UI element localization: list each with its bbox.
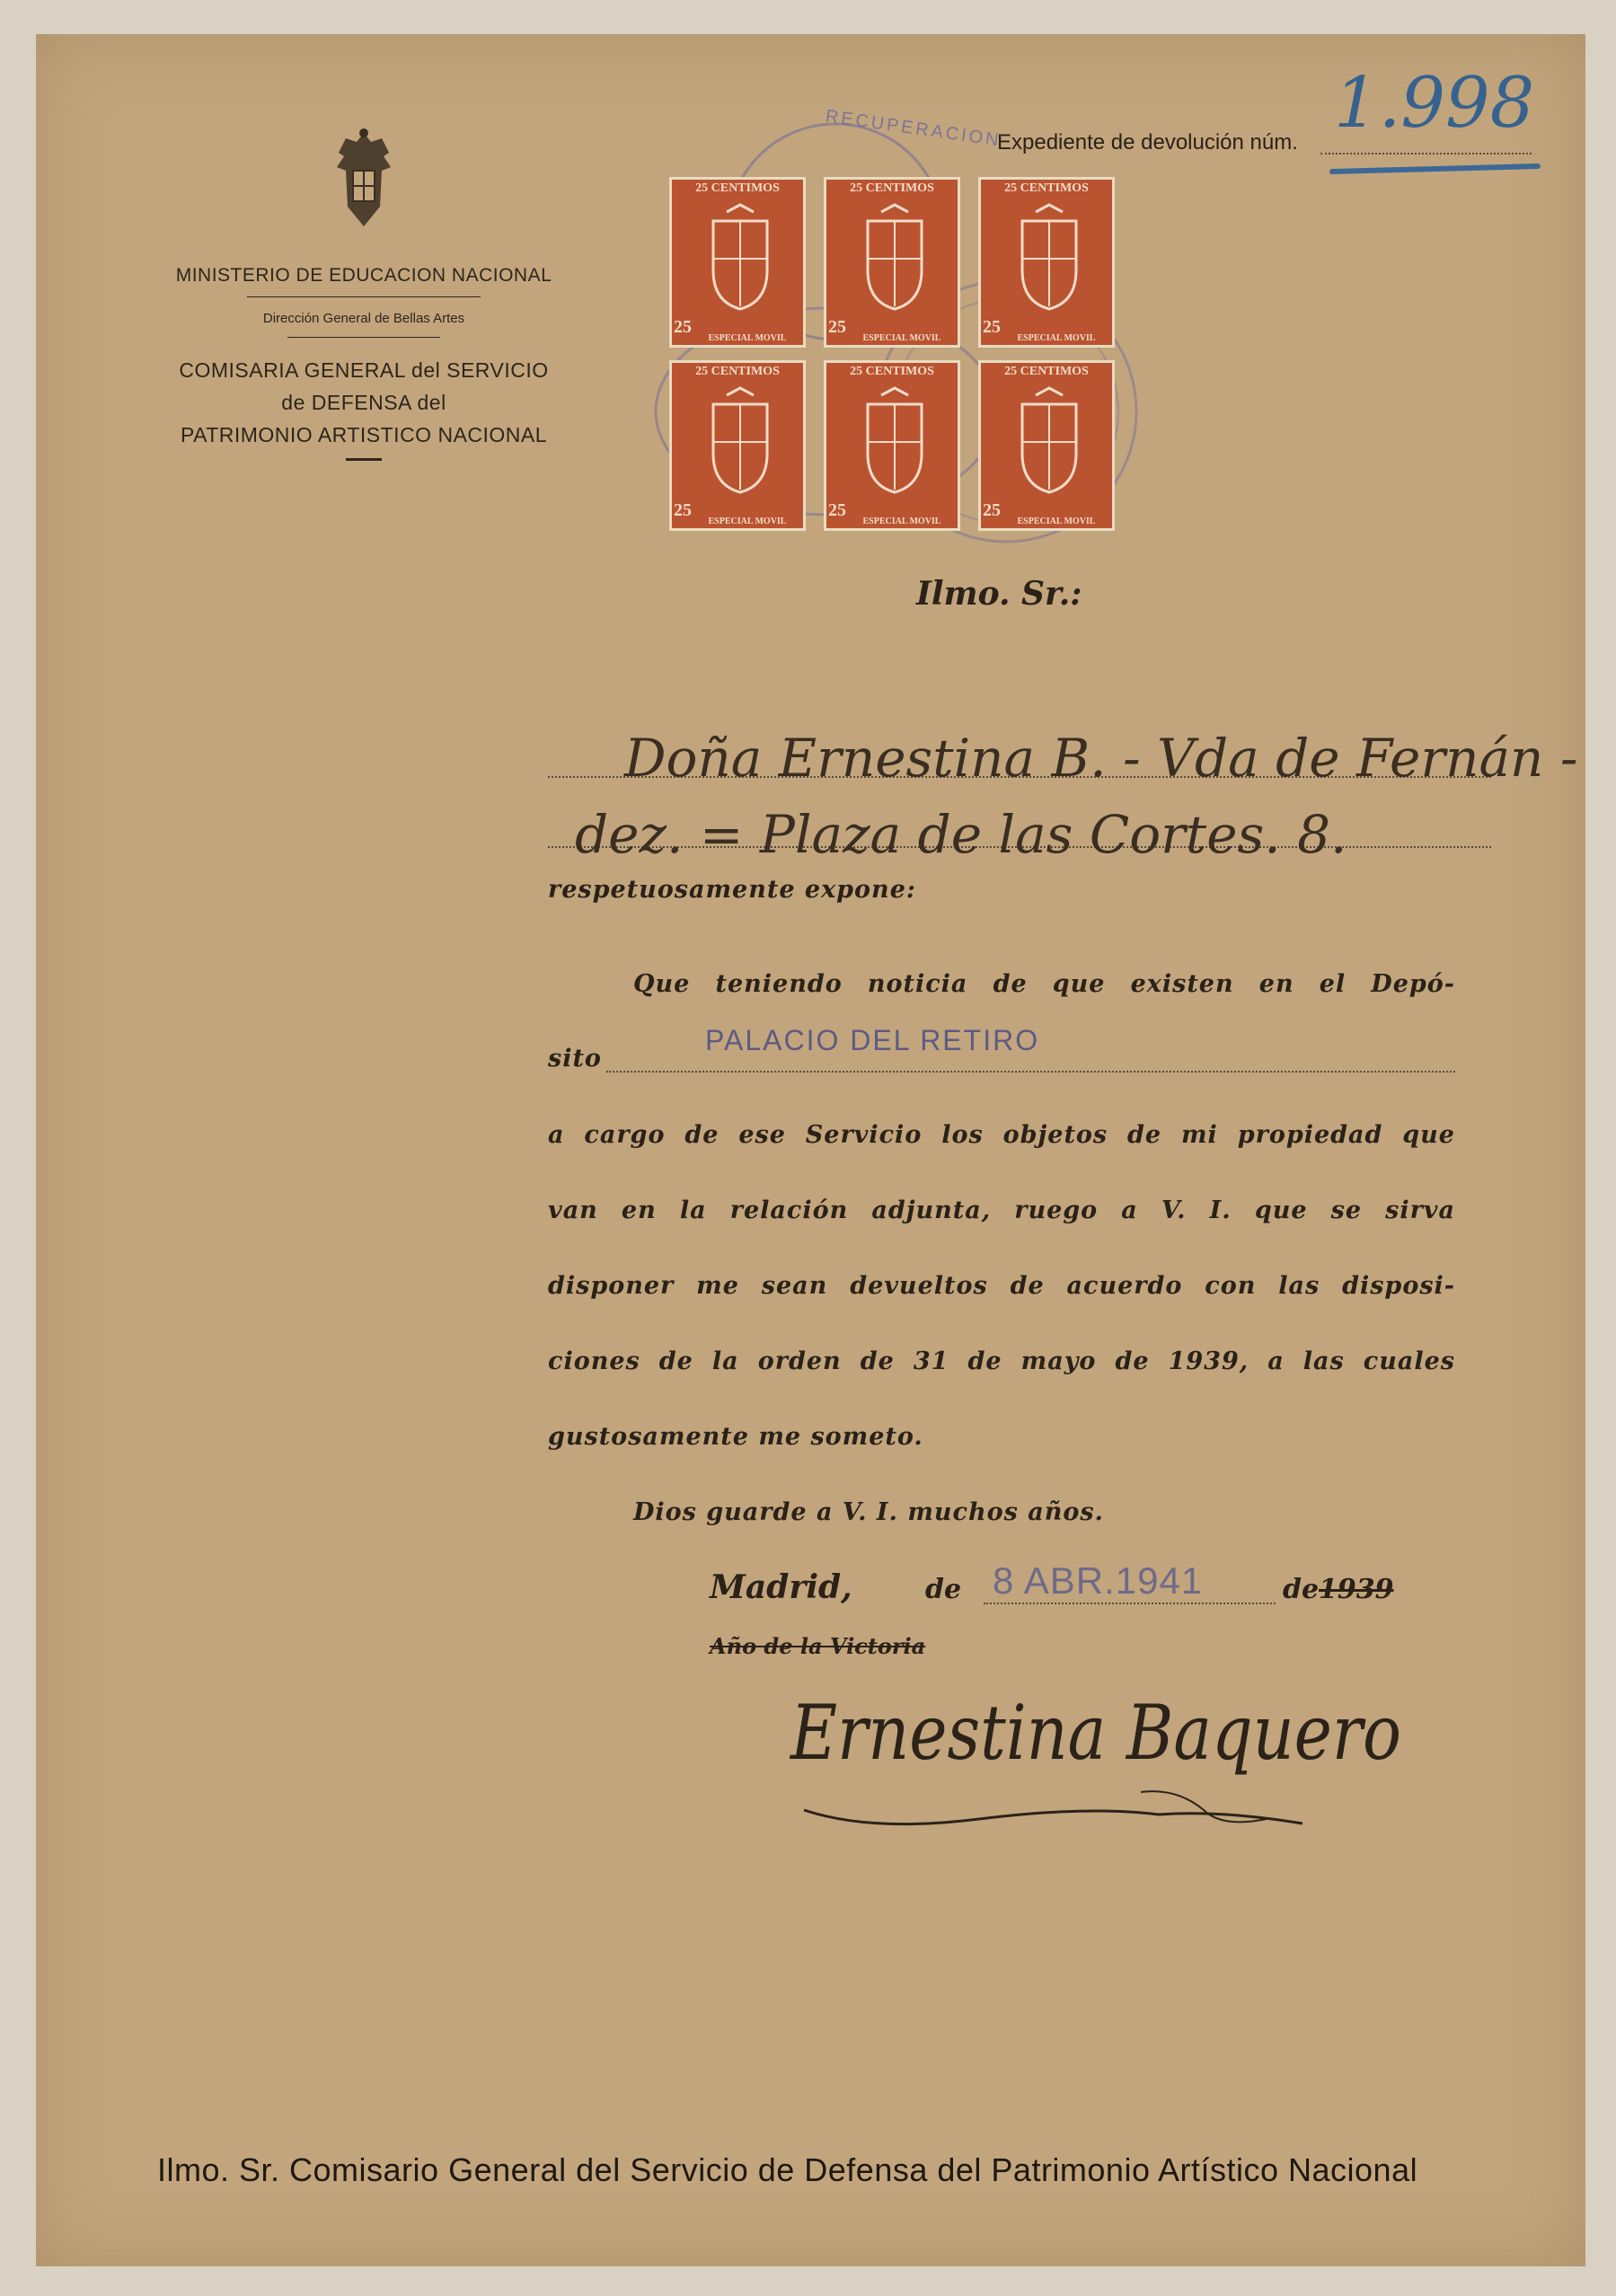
- dotted-line: [984, 1603, 1276, 1604]
- revenue-stamp: [669, 360, 806, 531]
- expediente-dotted-line: [1320, 153, 1532, 155]
- salutation: Ilmo. Sr.:: [916, 575, 1082, 613]
- body-line: sito: [548, 1045, 602, 1073]
- revenue-stamps: [669, 177, 1118, 534]
- signature-flourish: [799, 1783, 1311, 1837]
- stamp-bottom-text: ESPECIAL MOVIL: [862, 517, 941, 526]
- stamp-top-text: 25 CENTIMOS: [1004, 365, 1089, 378]
- ministry-name: MINISTERIO DE EDUCACION NACIONAL: [175, 265, 552, 286]
- divider: [287, 337, 440, 338]
- dateline-de: de: [925, 1574, 962, 1605]
- revenue-stamp: [978, 177, 1115, 348]
- stamp-value: 25: [674, 317, 692, 337]
- stamp-value: 25: [828, 317, 846, 337]
- signature: Ernestina Baquero: [790, 1689, 1402, 1777]
- stamp-top-text: 25 CENTIMOS: [1004, 181, 1089, 195]
- stamp-top-text: 25 CENTIMOS: [695, 365, 780, 378]
- expediente-label: Expediente de devolución núm.: [997, 130, 1298, 155]
- stamp-shield-icon: [695, 386, 785, 503]
- stamp-bottom-text: ESPECIAL MOVIL: [1017, 517, 1096, 526]
- stamp-bottom-text: ESPECIAL MOVIL: [708, 517, 787, 526]
- comisaria-line: PATRIMONIO ARTISTICO NACIONAL: [180, 423, 548, 446]
- body-line: van en la relación adjunta, ruego a V. I. que se sirva: [548, 1197, 1455, 1224]
- seal-text: RECUPERACION: [824, 106, 1002, 151]
- deposit-stamp: PALACIO DEL RETIRO: [705, 1024, 1040, 1056]
- stamp-bottom-text: ESPECIAL MOVIL: [708, 333, 787, 343]
- body-line: gustosamente me someto.: [548, 1423, 923, 1451]
- divider: [346, 458, 382, 461]
- closing-line: Dios guarde a V. I. muchos años.: [633, 1498, 1104, 1526]
- dotted-line: [606, 1071, 1455, 1073]
- body-line: a cargo de ese Servicio los objetos de mi propiedad que: [548, 1121, 1455, 1149]
- stamp-top-text: 25 CENTIMOS: [850, 365, 934, 378]
- dateline-year: 1939: [1319, 1574, 1394, 1605]
- revenue-stamp: [669, 177, 806, 348]
- date-stamp: 8 ABR.1941: [993, 1559, 1204, 1602]
- stamp-top-text: 25 CENTIMOS: [850, 181, 934, 195]
- stamp-shield-icon: [1004, 203, 1094, 320]
- stamp-shield-icon: [1004, 386, 1094, 503]
- comisaria-line: de DEFENSA del: [281, 391, 446, 414]
- revenue-stamp: [824, 360, 960, 531]
- stamp-value: 25: [983, 317, 1001, 337]
- stamp-value: 25: [983, 500, 1001, 520]
- revenue-stamp: [978, 360, 1115, 531]
- ano-de-la-victoria: Año de la Victoria: [710, 1633, 926, 1659]
- stamp-shield-icon: [850, 386, 940, 503]
- divider: [247, 296, 481, 297]
- direction-name: Dirección General de Bellas Artes: [262, 311, 465, 326]
- expediente-number: 1.998: [1334, 63, 1535, 144]
- applicant-name-line: Doña Ernestina B. - Vda de Fernán -: [624, 728, 1578, 789]
- dateline-place: Madrid,: [710, 1568, 852, 1606]
- revenue-stamp: [824, 177, 960, 348]
- addressee-footer: Ilmo. Sr. Comisario General del Servicio de Defensa del Patrimonio Artístico Nacional: [157, 2151, 1418, 2188]
- stamp-top-text: 25 CENTIMOS: [695, 181, 780, 195]
- comisaria-name: [153, 354, 575, 451]
- body-line: Que teniendo noticia de que existen en el Depó-: [633, 970, 1455, 998]
- stamp-shield-icon: [850, 203, 940, 320]
- body-line: ciones de la orden de 31 de mayo de 1939, a las cuales: [548, 1347, 1455, 1375]
- body-line: disponer me sean devueltos de acuerdo con las disposi-: [548, 1272, 1455, 1300]
- stamp-bottom-text: ESPECIAL MOVIL: [1017, 333, 1096, 343]
- comisaria-line: COMISARIA GENERAL del SERVICIO: [179, 358, 549, 382]
- applicant-address-line: dez. = Plaza de las Cortes. 8.: [575, 804, 1347, 865]
- stamp-bottom-text: ESPECIAL MOVIL: [862, 333, 941, 343]
- dateline-de: de: [1283, 1574, 1320, 1605]
- stamp-shield-icon: [695, 203, 785, 320]
- stamp-value: 25: [674, 500, 692, 520]
- stamp-value: 25: [828, 500, 846, 520]
- expone-line: respetuosamente expone:: [548, 876, 916, 904]
- coat-of-arms-icon: [319, 126, 409, 238]
